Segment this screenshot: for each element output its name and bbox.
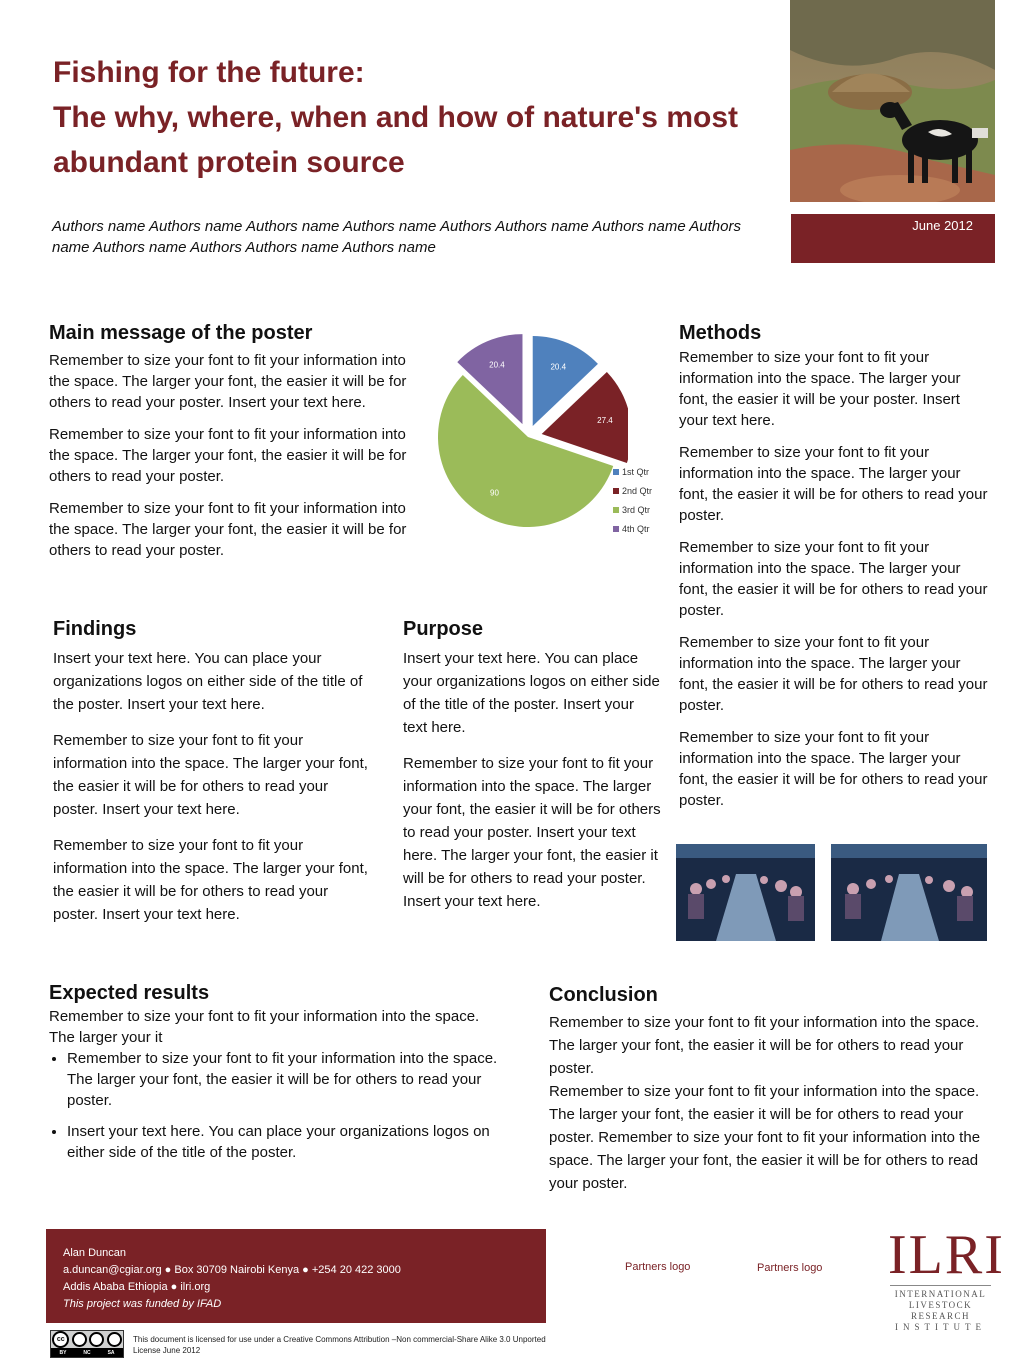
legend-label: 2nd Qtr: [622, 485, 653, 496]
legend-label: 3rd Qtr: [622, 504, 651, 515]
conclusion-paragraph: Remember to size your font to fit your information into the space. The larger your font, the easier it will be for others to read your poster. Remember to size your font to fit your information into the space. The larger your font, the easier it will be for others to read your poster.: [549, 1083, 981, 1192]
conclusion-section: [549, 984, 989, 1195]
pie-data-label: 27.4: [597, 416, 613, 426]
legend-item: [613, 462, 652, 481]
contact-footer: [46, 1229, 546, 1323]
findings-paragraph: Remember to size your font to fit your information into the space. The larger your font, the easier it will be for others to read your poster. Insert your text here.: [53, 837, 368, 923]
partner-logo: Partners logo: [757, 1262, 823, 1274]
title-line-1: Fishing for the future:: [53, 56, 365, 89]
methods-paragraph: Remember to size your font to fit your information into the space. The larger your font, the easier it will be for others to read your poster.: [679, 539, 988, 619]
list-item: • Remember to size your font to fit your information into the space. The larger your font, the easier it will be for others to read your poster.: [67, 1048, 499, 1111]
legend-swatch: [613, 469, 619, 475]
findings-paragraph: Remember to size your font to fit your information into the space. The larger your font, the easier it will be for others to read your poster. Insert your text here.: [53, 732, 368, 818]
ilri-logo-line: INTERNATIONAL: [894, 1289, 987, 1299]
license-text: This document is licensed for use under a Creative Commons Attribution –Non commercial-Share Alike 3.0 Unported License June 2012: [133, 1335, 546, 1355]
header-photo: [790, 0, 995, 202]
findings-paragraph: Insert your text here. You can place your organizations logos on either side of the title of the poster. Insert your text here.: [53, 650, 363, 713]
methods-paragraph: Remember to size your font to fit your information into the space. The larger your font, the easier it will be for others to read your poster.: [679, 634, 988, 714]
purpose-paragraph: Insert your text here. You can place your organizations logos on either side of the title of the poster. Insert your text here.: [403, 650, 660, 736]
legend-label: 1st Qtr: [622, 466, 650, 477]
main-message-section: [49, 322, 419, 572]
by-icon: [72, 1332, 87, 1347]
fish-processing-photo: [676, 844, 815, 941]
main-message-paragraph: Remember to size your font to fit your information into the space. The larger your font, the easier it will be for others to read your poster. Insert your text here.: [49, 352, 407, 411]
methods-paragraph: Remember to size your font to fit your information into the space. The larger your font, the easier it will be for others to read your poster.: [679, 729, 988, 809]
pie-data-label: 20.4: [489, 360, 505, 370]
fish-processing-photo: [831, 844, 987, 941]
contact-name: Alan Duncan: [63, 1247, 126, 1259]
funding-note: This project was funded by IFAD: [63, 1298, 222, 1310]
cc-icon: cc: [52, 1331, 69, 1348]
chart-legend: [613, 462, 652, 538]
pie-data-label: 20.4: [550, 362, 567, 372]
contact-location: Addis Ababa Ethiopia ● ilri.org: [63, 1281, 211, 1293]
cc-badge-label: BY: [59, 1349, 67, 1356]
legend-swatch: [613, 526, 619, 532]
methods-paragraph: Remember to size your font to fit your information into the space. The larger your font, the easier it will be for others to read your poster.: [679, 444, 988, 524]
cc-badge-label: SA: [107, 1349, 115, 1356]
pie-data-label: 90: [490, 488, 499, 498]
nc-icon: [89, 1332, 104, 1347]
findings-heading: Findings: [53, 618, 137, 640]
cc-license-badge: [50, 1330, 124, 1358]
pie-chart: [428, 325, 668, 550]
ilri-logo: [888, 1224, 1005, 1333]
legend-item: [613, 481, 652, 500]
expected-results-heading: Expected results: [49, 982, 210, 1004]
poster-title: [53, 50, 773, 185]
main-message-paragraph: Remember to size your font to fit your information into the space. The larger your font, the easier it will be for others to read your poster.: [49, 426, 407, 485]
ilri-logo-wordmark: ILRI: [888, 1224, 1005, 1286]
list-item: • Insert your text here. You can place your organizations logos on either side of the title of the poster.: [67, 1121, 499, 1163]
partner-logo: Partners logo: [625, 1261, 691, 1273]
legend-item: [613, 500, 652, 519]
expected-results-intro: Remember to size your font to fit your information into the space. The larger your it: [49, 1008, 480, 1046]
findings-section: [53, 618, 373, 939]
purpose-paragraph: Remember to size your font to fit your information into the space. The larger your font, the easier it will be for others to read your poster. Insert your text here. The larger your font, the easier it will be for others to read your poster. Insert your text here.: [403, 755, 661, 910]
ilri-logo-line: LIVESTOCK RESEARCH: [908, 1300, 973, 1321]
contact-details: a.duncan@cgiar.org ● Box 30709 Nairobi Kenya ● +254 20 422 3000: [63, 1264, 401, 1276]
methods-heading: Methods: [679, 322, 762, 344]
purpose-section: [403, 618, 661, 926]
legend-swatch: [613, 488, 619, 494]
methods-section: [679, 322, 989, 822]
expected-results-section: [49, 982, 499, 1173]
legend-label: 4th Qtr: [622, 523, 650, 534]
ilri-logo-line: INSTITUTE: [895, 1322, 986, 1332]
main-message-heading: Main message of the poster: [49, 322, 313, 344]
cc-badge-label: NC: [83, 1349, 91, 1356]
legend-item: [613, 519, 652, 538]
purpose-heading: Purpose: [403, 618, 484, 640]
expected-results-list: [49, 1048, 499, 1163]
date-banner: [791, 214, 995, 263]
legend-swatch: [613, 507, 619, 513]
poster-date: June 2012: [912, 218, 973, 233]
conclusion-heading: Conclusion: [549, 984, 658, 1006]
sa-icon: [107, 1332, 122, 1347]
conclusion-paragraph: Remember to size your font to fit your information into the space. The larger your font, the easier it will be for others to read your poster.: [549, 1014, 980, 1077]
authors-list: Authors name Authors name Authors name Authors name Authors Authors name Authors name Authors name Authors name Authors Authors name Authors name: [52, 218, 741, 256]
main-message-paragraph: Remember to size your font to fit your information into the space. The larger your font, the easier it will be for others to read your poster.: [49, 500, 407, 559]
title-line-2: The why, where, when and how of nature's most abundant protein source: [53, 101, 738, 179]
methods-paragraph: Remember to size your font to fit your information into the space. The larger your font, the easier it will be your poster. Insert your text here.: [679, 349, 961, 429]
